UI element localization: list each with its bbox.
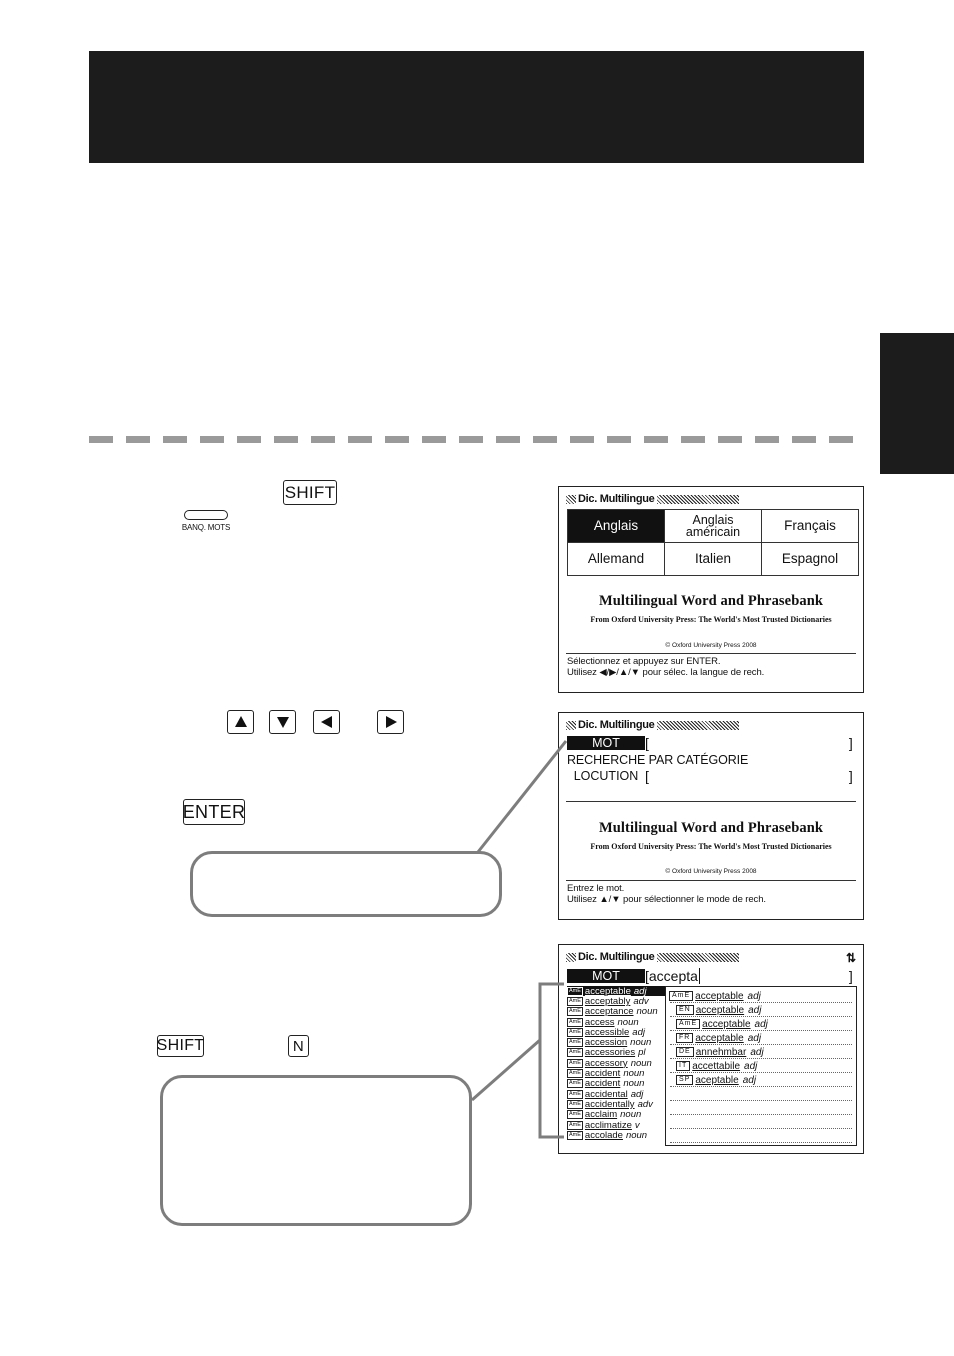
candidate-word-item[interactable] <box>567 1068 665 1078</box>
category-search-option[interactable]: RECHERCHE PAR CATÉGORIE <box>567 753 749 767</box>
right-arrow-key[interactable] <box>377 710 404 734</box>
candidate-word-item[interactable] <box>567 1027 665 1037</box>
field-bracket-right: ] <box>848 968 853 984</box>
translation-word: aceptable <box>695 1074 739 1086</box>
translation-item <box>669 989 761 1003</box>
screen-title <box>566 719 739 731</box>
brand-subtitle: From Oxford University Press: The World's Most Trusted Dictionaries <box>590 615 832 624</box>
title-bar <box>89 51 864 163</box>
language-label-line1: Anglais <box>692 513 734 527</box>
brand-subtitle: From Oxford University Press: The World's Most Trusted Dictionaries <box>590 842 832 851</box>
part-of-speech: adj <box>742 1074 757 1086</box>
language-option-anglais[interactable]: Anglais <box>568 510 665 543</box>
translation-row-divider <box>670 1044 852 1045</box>
text-cursor <box>699 968 700 984</box>
translation-word: acceptable <box>702 1018 751 1030</box>
language-tag: DE <box>676 1047 694 1057</box>
language-tag: AmE <box>569 1059 581 1066</box>
candidate-word-item[interactable] <box>567 1037 665 1047</box>
part-of-speech: adj <box>744 1060 758 1072</box>
shift-key[interactable]: SHIFT <box>283 480 337 505</box>
translation-row-divider <box>670 1086 852 1087</box>
language-tag: FR <box>676 1033 693 1043</box>
screen-title-text: Dic. Multilingue <box>578 719 655 731</box>
left-arrow-key[interactable] <box>313 710 340 734</box>
language-tag: AmE <box>569 1028 581 1035</box>
divider <box>566 880 856 881</box>
part-of-speech: noun <box>636 1006 658 1017</box>
mot-label: MOT <box>567 736 645 750</box>
translation-item <box>676 1059 757 1073</box>
part-of-speech: adj <box>632 1027 645 1038</box>
language-option-allemand[interactable]: Allemand <box>568 543 665 576</box>
down-arrow-key[interactable] <box>269 710 296 734</box>
mot-label: MOT <box>567 969 645 983</box>
mot-search-row[interactable] <box>567 969 857 983</box>
brand-title: Multilingual Word and Phrasebank <box>598 820 824 836</box>
candidate-word-item[interactable] <box>567 1110 665 1120</box>
title-pattern-icon <box>657 721 739 730</box>
divider <box>566 653 856 654</box>
screen-title <box>566 951 739 963</box>
language-tag: AmE <box>569 1070 581 1077</box>
enter-key[interactable]: ENTER <box>183 799 245 825</box>
left-arrow-icon <box>320 715 334 729</box>
shift-key-2[interactable]: SHIFT <box>157 1035 204 1057</box>
part-of-speech: pl <box>638 1047 646 1059</box>
part-of-speech: v <box>634 1119 640 1131</box>
candidate-word: accessory <box>584 1058 628 1069</box>
title-pattern-icon <box>566 721 576 730</box>
candidate-word-item[interactable] <box>567 1007 665 1017</box>
language-tag: AmE <box>569 997 581 1004</box>
locution-input[interactable] <box>649 769 849 783</box>
language-tag: AmE <box>676 1019 700 1029</box>
translation-row-divider <box>670 1016 852 1017</box>
screen-title-text: Dic. Multilingue <box>578 493 655 505</box>
translation-row-divider <box>670 1142 852 1143</box>
translation-row-divider <box>670 1100 852 1101</box>
field-bracket-left: [ <box>645 968 649 984</box>
part-of-speech: adj <box>747 990 761 1002</box>
language-select-screen <box>558 486 864 693</box>
candidate-word-item[interactable] <box>567 1058 665 1068</box>
translation-word: acceptable <box>695 1004 745 1016</box>
language-tag: AmE <box>569 987 581 994</box>
translation-preview <box>665 986 857 1146</box>
translation-row-divider <box>670 1072 852 1073</box>
language-label-line2: américain <box>685 525 741 539</box>
language-tag: AmE <box>569 1121 581 1128</box>
up-arrow-icon <box>234 715 248 729</box>
candidate-word: accessories <box>584 1047 636 1059</box>
banq-mots-key-label: BANQ. MOTS <box>181 523 231 532</box>
candidate-word: acclimatize <box>584 1119 632 1131</box>
connector-line-mot <box>478 741 566 852</box>
screen-title-text: Dic. Multilingue <box>578 951 655 963</box>
candidate-word-item[interactable] <box>567 1079 665 1089</box>
part-of-speech: adv <box>637 1099 653 1110</box>
locution-label: LOCUTION <box>573 769 639 783</box>
right-arrow-icon <box>384 715 398 729</box>
candidate-word: accident <box>584 1068 621 1079</box>
part-of-speech: noun <box>620 1109 642 1120</box>
candidate-word: accessible <box>584 1027 630 1038</box>
language-option-anglais-americain[interactable] <box>665 510 762 543</box>
candidate-word-item[interactable] <box>567 1089 665 1099</box>
candidate-word-item[interactable] <box>567 996 665 1006</box>
translation-word: acceptable <box>695 990 744 1002</box>
candidate-word-item[interactable] <box>567 1130 665 1140</box>
divider <box>566 801 856 802</box>
translation-item <box>676 1073 756 1087</box>
down-arrow-icon <box>276 715 290 729</box>
language-tag: AmE <box>569 1131 581 1138</box>
candidate-word-item[interactable] <box>567 1120 665 1130</box>
field-bracket-left: [ <box>645 735 649 751</box>
part-of-speech: noun <box>630 1037 652 1048</box>
candidate-word: acceptably <box>584 996 631 1007</box>
language-tag: AmE <box>569 1039 581 1046</box>
title-pattern-icon <box>657 953 739 962</box>
brand-title: Multilingual Word and Phrasebank <box>598 593 824 609</box>
language-tag: AmE <box>569 1090 581 1097</box>
side-tab <box>880 333 954 474</box>
translation-word: annehmbar <box>695 1046 747 1058</box>
language-option-francais[interactable]: Français <box>762 510 859 543</box>
instruction-line-1: Entrez le mot. <box>567 883 625 894</box>
candidate-word-item[interactable] <box>567 1099 665 1109</box>
word-results-screen <box>558 944 864 1154</box>
callout-bubble-list <box>160 1075 472 1226</box>
candidate-word: accidental <box>584 1088 628 1100</box>
part-of-speech: noun <box>630 1058 652 1069</box>
locution-search-row[interactable] <box>567 769 857 783</box>
field-bracket-left: [ <box>645 768 649 784</box>
part-of-speech: adj <box>750 1046 764 1058</box>
language-tag: AmE <box>569 1049 581 1056</box>
title-pattern-icon <box>657 495 739 504</box>
search-mode-screen <box>558 712 864 920</box>
translation-row-divider <box>670 1030 852 1031</box>
language-tag: SP <box>676 1075 693 1085</box>
up-arrow-key[interactable] <box>227 710 254 734</box>
mot-input[interactable] <box>649 969 849 983</box>
part-of-speech: adj <box>748 1004 762 1016</box>
instruction-line-2: Utilisez ▲/▼ pour sélectionner le mode de rech. <box>567 894 766 905</box>
title-pattern-icon <box>566 495 576 504</box>
language-tag: AmE <box>569 1080 581 1087</box>
language-tag: EN <box>676 1005 694 1015</box>
language-tag: IT <box>676 1061 690 1071</box>
part-of-speech: adj <box>630 1088 644 1100</box>
candidate-word: accident <box>584 1078 621 1089</box>
copyright: © Oxford University Press 2008 <box>665 642 757 649</box>
candidate-word-list <box>567 986 665 1140</box>
mot-input[interactable] <box>649 736 849 750</box>
candidate-word: acceptable <box>584 986 631 997</box>
candidate-word: acclaim <box>584 1109 618 1120</box>
language-tag: AmE <box>569 1008 581 1015</box>
screen-title <box>566 493 739 505</box>
translation-word: acceptable <box>695 1032 744 1044</box>
language-grid <box>567 509 859 576</box>
instruction-line-1: Sélectionnez et appuyez sur ENTER. <box>567 656 721 667</box>
translation-item <box>676 1031 761 1045</box>
translation-row-divider <box>670 1058 852 1059</box>
section-divider <box>89 436 864 443</box>
translation-item <box>676 1003 761 1017</box>
field-bracket-right: ] <box>848 735 853 751</box>
part-of-speech: noun <box>625 1130 648 1141</box>
translation-row-divider <box>670 1128 852 1129</box>
candidate-word-item[interactable] <box>567 1017 665 1027</box>
language-option-espagnol[interactable]: Espagnol <box>762 543 859 576</box>
part-of-speech: noun <box>623 1068 645 1079</box>
mot-input-value: accepta <box>648 968 698 984</box>
scroll-updown-icon: ⇅ <box>845 951 856 965</box>
candidate-word: accidentally <box>584 1099 635 1110</box>
candidate-word: accolade <box>584 1130 623 1141</box>
part-of-speech: adv <box>633 996 649 1007</box>
language-tag: AmE <box>669 991 693 1001</box>
part-of-speech: adj <box>747 1032 762 1044</box>
candidate-word-item[interactable] <box>567 1048 665 1058</box>
field-bracket-right: ] <box>848 768 853 784</box>
part-of-speech: noun <box>617 1016 639 1028</box>
candidate-word: accession <box>584 1037 628 1048</box>
banq-mots-key-cap <box>184 510 228 520</box>
copyright: © Oxford University Press 2008 <box>665 868 757 875</box>
translation-word: accettabile <box>692 1060 741 1072</box>
translation-row-divider <box>670 1002 852 1003</box>
part-of-speech: adj <box>633 986 647 997</box>
candidate-word: acceptance <box>584 1006 634 1017</box>
n-key[interactable]: N <box>288 1035 309 1057</box>
candidate-word: access <box>584 1016 615 1028</box>
title-pattern-icon <box>566 953 576 962</box>
part-of-speech: adj <box>754 1018 768 1030</box>
language-tag: AmE <box>569 1111 581 1118</box>
language-option-italien[interactable]: Italien <box>665 543 762 576</box>
language-tag: AmE <box>569 1100 581 1107</box>
part-of-speech: noun <box>623 1078 645 1089</box>
translation-row-divider <box>670 1114 852 1115</box>
callout-bubble-mot <box>190 851 502 917</box>
translation-item <box>676 1017 768 1031</box>
connector-line-list <box>472 1040 540 1100</box>
translation-item <box>676 1045 764 1059</box>
candidate-word-item[interactable] <box>567 986 665 996</box>
instruction-line-2: Utilisez ◀/▶/▲/▼ pour sélec. la langue de rech. <box>567 667 765 678</box>
language-tag: AmE <box>569 1018 581 1025</box>
banq-mots-key[interactable] <box>181 510 231 534</box>
mot-search-row[interactable] <box>567 736 857 750</box>
